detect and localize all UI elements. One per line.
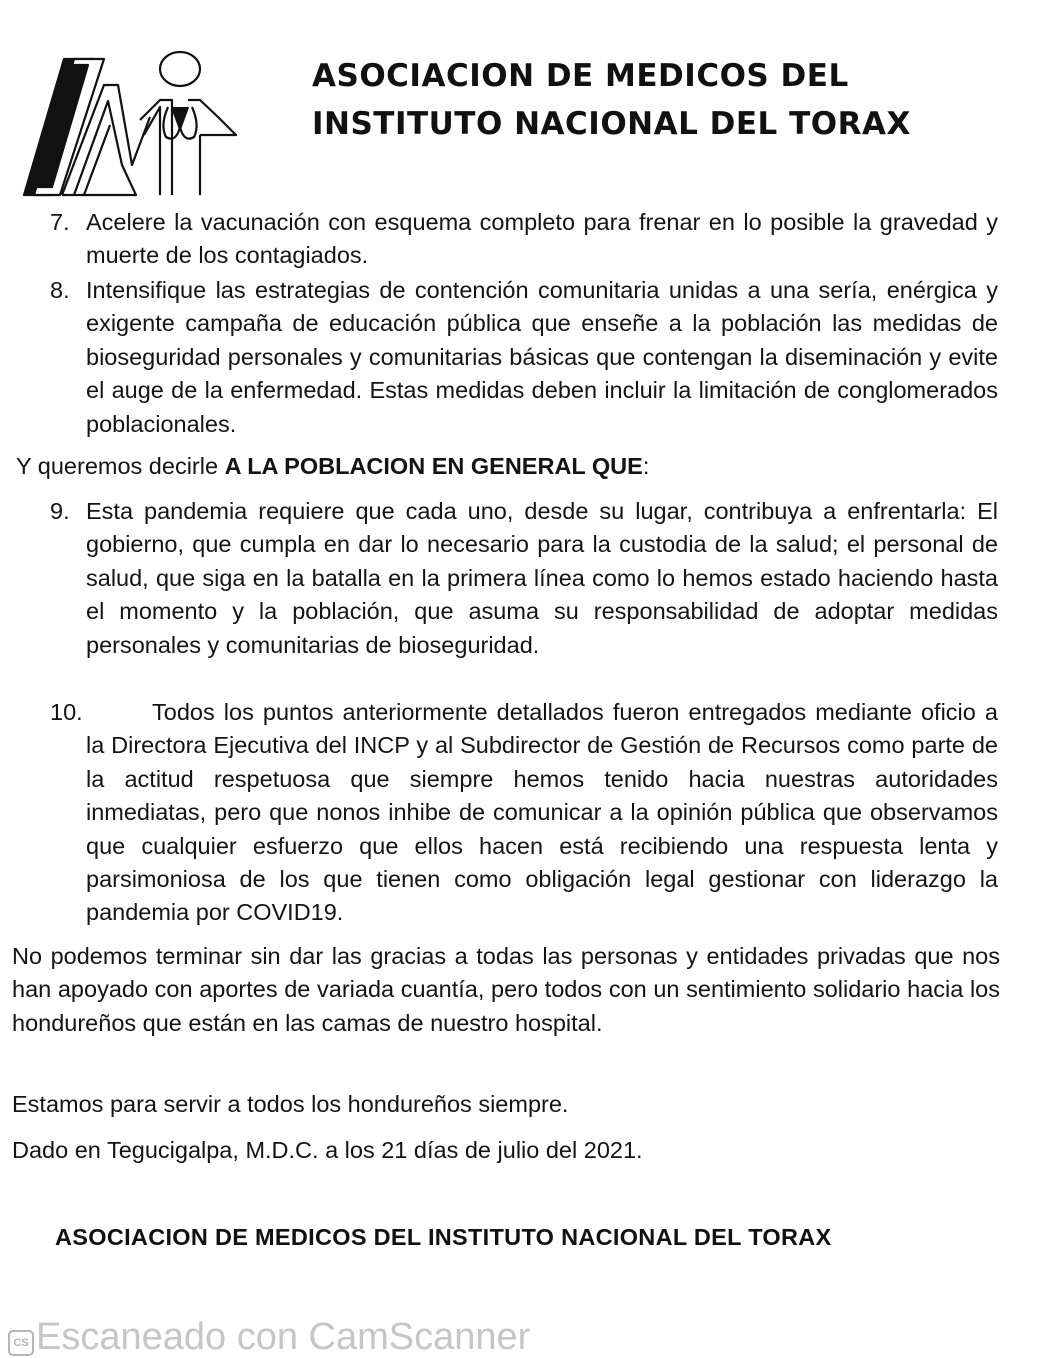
header-title-line2: INSTITUTO NACIONAL DEL TORAX [312,106,911,142]
intro-suffix: : [642,453,650,479]
list-item-10 [50,696,998,930]
watermark-text: Escaneado con CamScanner [36,1316,531,1358]
thanks-paragraph: No podemos terminar sin dar las gracias a todas las personas y entidades privadas que nos han apoyado con aportes de variada cuantía, pero todos con un sentimiento solidario hacia los hondureños que están en las camas de nuestro hospital. [12,943,1000,1036]
intro-prefix: Y queremos decirle [16,453,225,479]
list-item-number: 7. [50,209,70,235]
scanner-watermark [8,1310,608,1358]
intro-emphasis: A LA POBLACION EN GENERAL QUE [224,453,643,479]
date-line: Dado en Tegucigalpa, M.D.C. a los 21 días de julio del 2021. [12,1137,643,1163]
association-logo [22,45,252,205]
list-item-text: Intensifique las estrategias de contención comunitaria unidas a una sería, enérgica y exigente campaña de educación pública que enseñe a la población las medidas de bioseguridad personales y comunitarias básicas que contengan la diseminación y evite el auge de la enfermedad. Estas medidas deben incluir la limitación de conglomerados poblacionales. [86,277,998,437]
signature: ASOCIACION DE MEDICOS DEL INSTITUTO NACIONAL DEL TORAX [55,1224,832,1250]
service-line: Estamos para servir a todos los hondureños siempre. [12,1091,569,1117]
camscanner-badge-icon: CS [8,1330,34,1356]
list-item-text: Esta pandemia requiere que cada uno, desde su lugar, contribuya a enfrentarla: El gobierno, que cumpla en dar lo necesario para la custodia de la salud; el personal de salud, que siga en la batalla en la primera línea como lo hemos estado haciendo hasta el momento y la población, que asuma su responsabilidad de adoptar medidas personales y comunitarias de bioseguridad. [86,498,998,658]
list-item-number: 9. [50,498,70,524]
header-title [312,52,1012,148]
list-item-text: Acelere la vacunación con esquema completo para frenar en lo posible la gravedad y muerte de los contagiados. [86,209,998,269]
list-item-number: 10. [50,699,83,725]
list-item-9 [50,495,998,662]
intro-line [16,450,1004,483]
list-item-7 [50,206,998,273]
header-title-line1: ASOCIACION DE MEDICOS DEL [312,58,849,94]
list-item-text: Todos los puntos anteriormente detallados fueron entregados mediante oficio a la Directora Ejecutiva del INCP y al Subdirector de Gestión de Recursos como parte de la actitud respetuosa que siempre hemos tenido hacia nuestras autoridades inmediatas, pero que nonos inhibe de comunicar a la opinión pública que observamos que cualquier esfuerzo que ellos hacen está recibiendo una respuesta lenta y parsimoniosa de los que tienen como obligación legal gestionar con liderazgo la pandemia por COVID19. [86,699,998,926]
list-item-8 [50,274,998,441]
list-item-number: 8. [50,277,70,303]
